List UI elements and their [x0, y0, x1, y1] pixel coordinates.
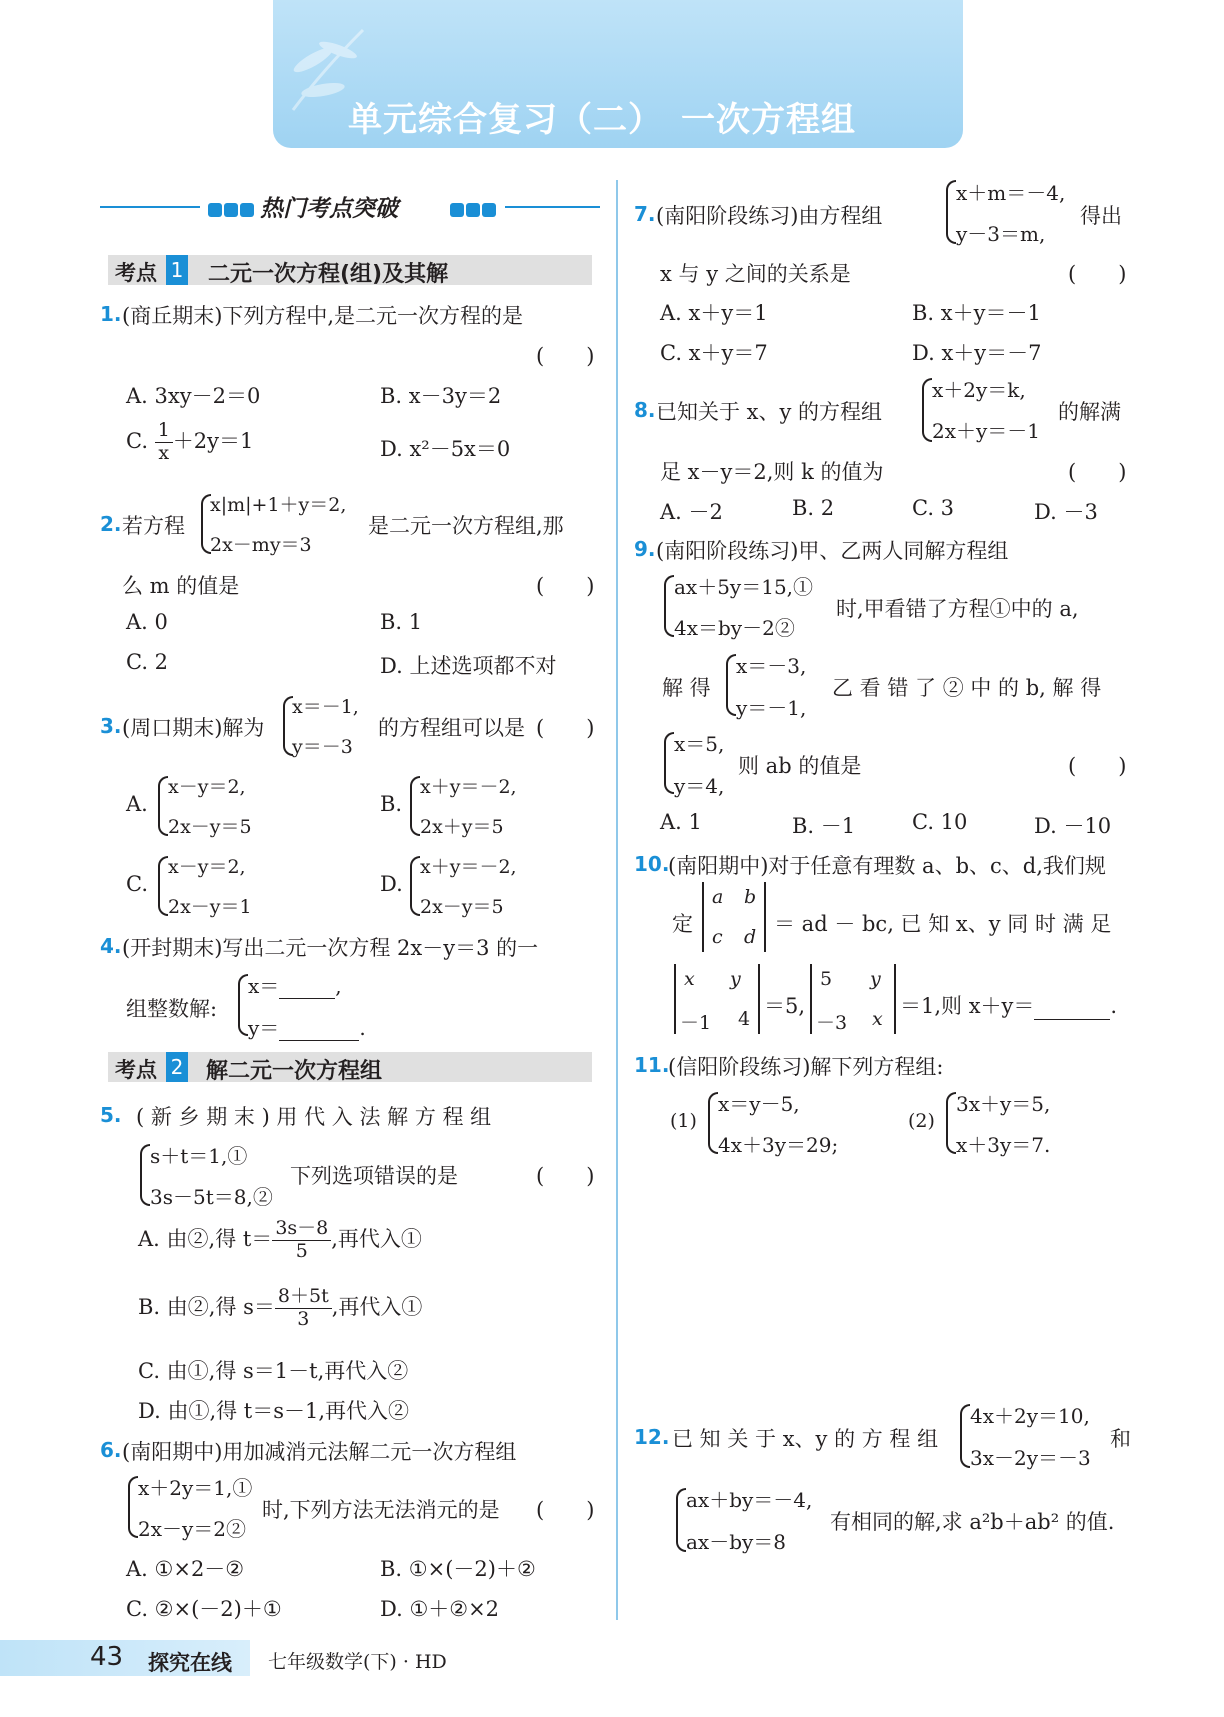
answer-blank-x[interactable] [279, 978, 335, 999]
book-title: 七年级数学(下) · HD [268, 1651, 447, 1673]
section-header [100, 190, 600, 230]
answer-blank-x-plus-y[interactable] [1034, 999, 1110, 1020]
answer-blank-y[interactable] [279, 1020, 359, 1041]
brand: 探究在线 [148, 1651, 232, 1675]
banner-title: 单元综合复习（二） 一次方程组 [348, 100, 856, 140]
column-divider [616, 180, 618, 1620]
banner [273, 0, 963, 148]
page-number: 43 [90, 1642, 124, 1672]
section-title: 热门考点突破 [260, 196, 398, 222]
